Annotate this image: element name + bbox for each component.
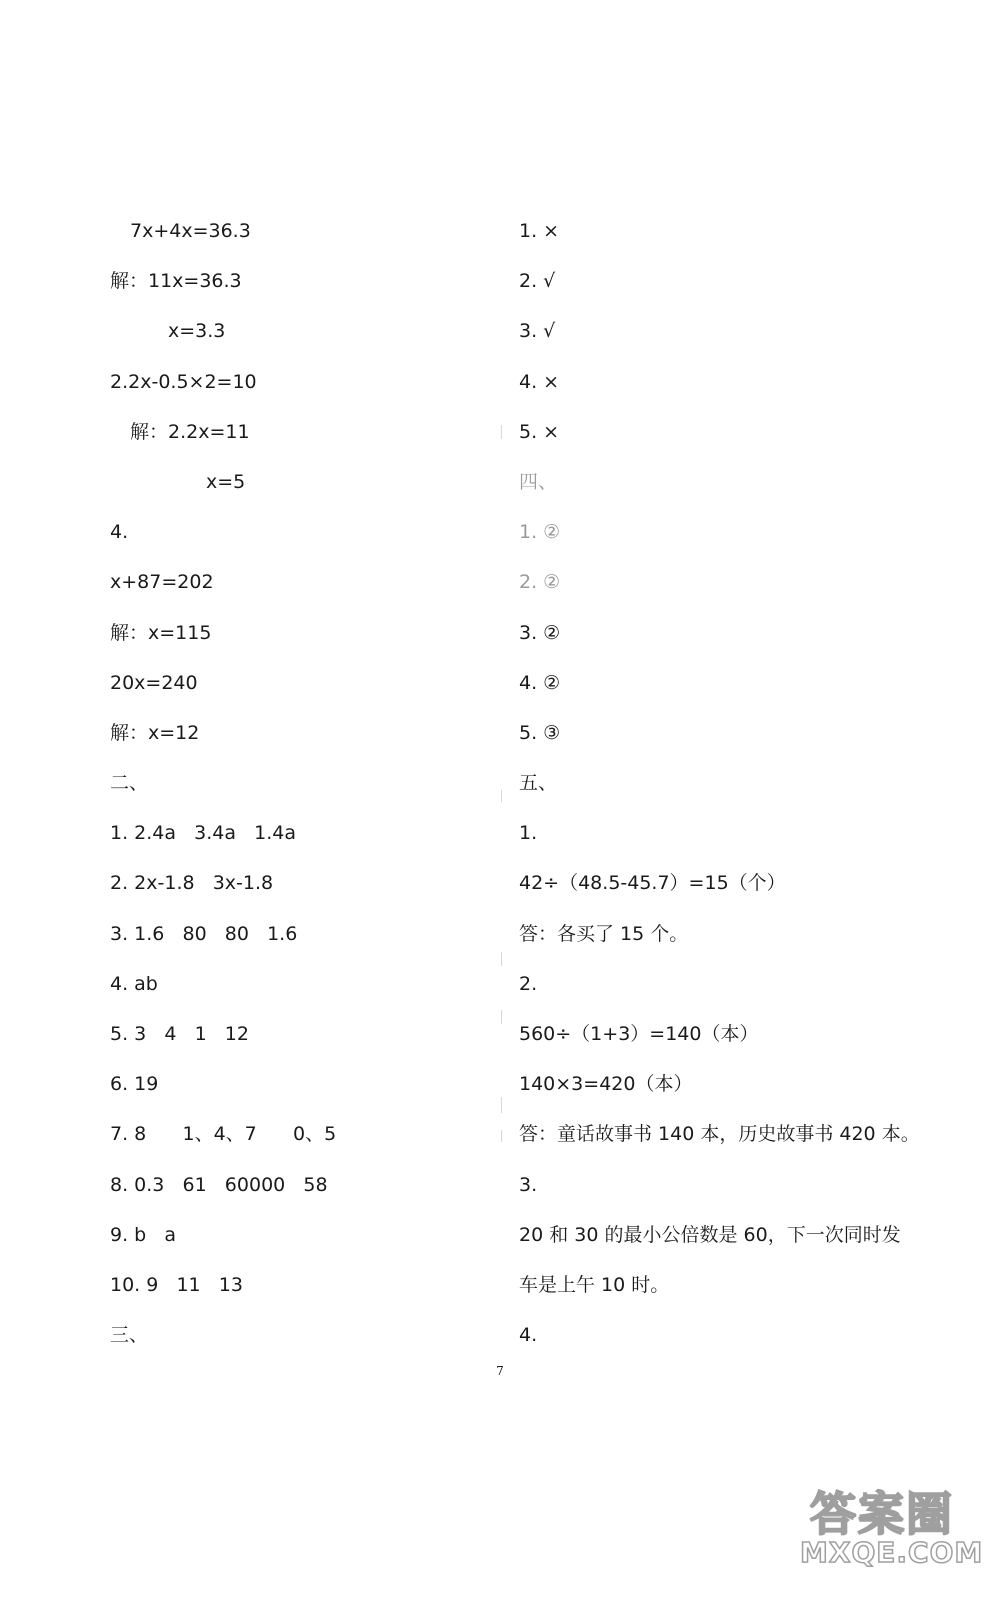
scan-divider-mark [501, 1130, 502, 1142]
left-answer-column [110, 213, 490, 1367]
answer-line: 8. 0.3 61 60000 58 [110, 1173, 328, 1196]
page-number: 7 [496, 1364, 504, 1378]
question-number: 4. [519, 1324, 538, 1347]
equation-line: 7x+4x=36.3 [130, 220, 251, 242]
equation-line: 20x=240 [110, 671, 198, 694]
answer-line: 9. b a [110, 1223, 176, 1246]
answer-line: 3. 1.6 80 80 1.6 [110, 922, 298, 945]
result-line: x=5 [206, 470, 246, 493]
answer-line: 1. × [519, 220, 560, 242]
answer-line: 4. ② [519, 671, 561, 694]
question-number: 3. [519, 1173, 538, 1196]
scan-divider-mark [501, 425, 502, 439]
solution-line: 解：2.2x=11 [130, 420, 250, 443]
section-heading: 三、 [110, 1324, 149, 1347]
solution-line: 解：11x=36.3 [110, 270, 242, 293]
equation-line: 2.2x-0.5×2=10 [110, 370, 257, 393]
solution-line: 解：x=115 [110, 621, 212, 644]
equation-line: x+87=202 [110, 571, 214, 594]
answer-line: 4. ab [110, 972, 158, 995]
answer-line: 5. 3 4 1 12 [110, 1023, 249, 1045]
calculation-line: 560÷（1+3）=140（本） [519, 1023, 759, 1045]
answer-line: 2. √ [519, 270, 556, 293]
answer-line: 3. ② [519, 621, 561, 644]
answer-line: 2. ② [519, 571, 561, 594]
question-number: 2. [519, 972, 538, 995]
answer-statement: 20 和 30 的最小公倍数是 60，下一次同时发 [519, 1223, 901, 1246]
answer-statement: 答：各买了 15 个。 [519, 922, 689, 945]
watermark-site: MXQE.COM [800, 1536, 984, 1569]
answer-line: 1. 2.4a 3.4a 1.4a [110, 822, 296, 845]
question-number: 1. [519, 822, 538, 845]
section-heading: 五、 [519, 772, 558, 795]
scan-divider-mark [501, 952, 502, 966]
scan-divider-mark [501, 790, 502, 802]
answer-line: 4. × [519, 370, 560, 393]
answer-line: 6. 19 [110, 1073, 159, 1096]
answer-statement: 答：童话故事书 140 本，历史故事书 420 本。 [519, 1123, 920, 1146]
watermark-logo: 答案圈 [810, 1487, 954, 1541]
answer-line: 5. × [519, 420, 560, 443]
answer-statement: 车是上午 10 时。 [519, 1273, 670, 1296]
answer-line: 5. ③ [519, 721, 561, 744]
calculation-line: 42÷（48.5-45.7）=15（个） [519, 872, 786, 895]
right-answer-column [519, 213, 919, 1367]
scan-divider-mark [501, 1097, 502, 1113]
watermark [800, 1478, 990, 1588]
answer-line: 2. 2x-1.8 3x-1.8 [110, 872, 274, 895]
result-line: x=3.3 [168, 320, 226, 343]
section-heading: 二、 [110, 772, 149, 795]
answer-line: 10. 9 11 13 [110, 1273, 243, 1296]
calculation-line: 140×3=420（本） [519, 1073, 693, 1096]
section-heading: 四、 [519, 470, 558, 493]
answer-line: 7. 8 1、4、7 0、5 [110, 1123, 337, 1146]
answer-line: 3. √ [519, 320, 556, 343]
question-number: 4. [110, 521, 129, 544]
scan-divider-mark [501, 1010, 502, 1024]
answer-line: 1. ② [519, 521, 561, 544]
solution-line: 解：x=12 [110, 721, 200, 744]
